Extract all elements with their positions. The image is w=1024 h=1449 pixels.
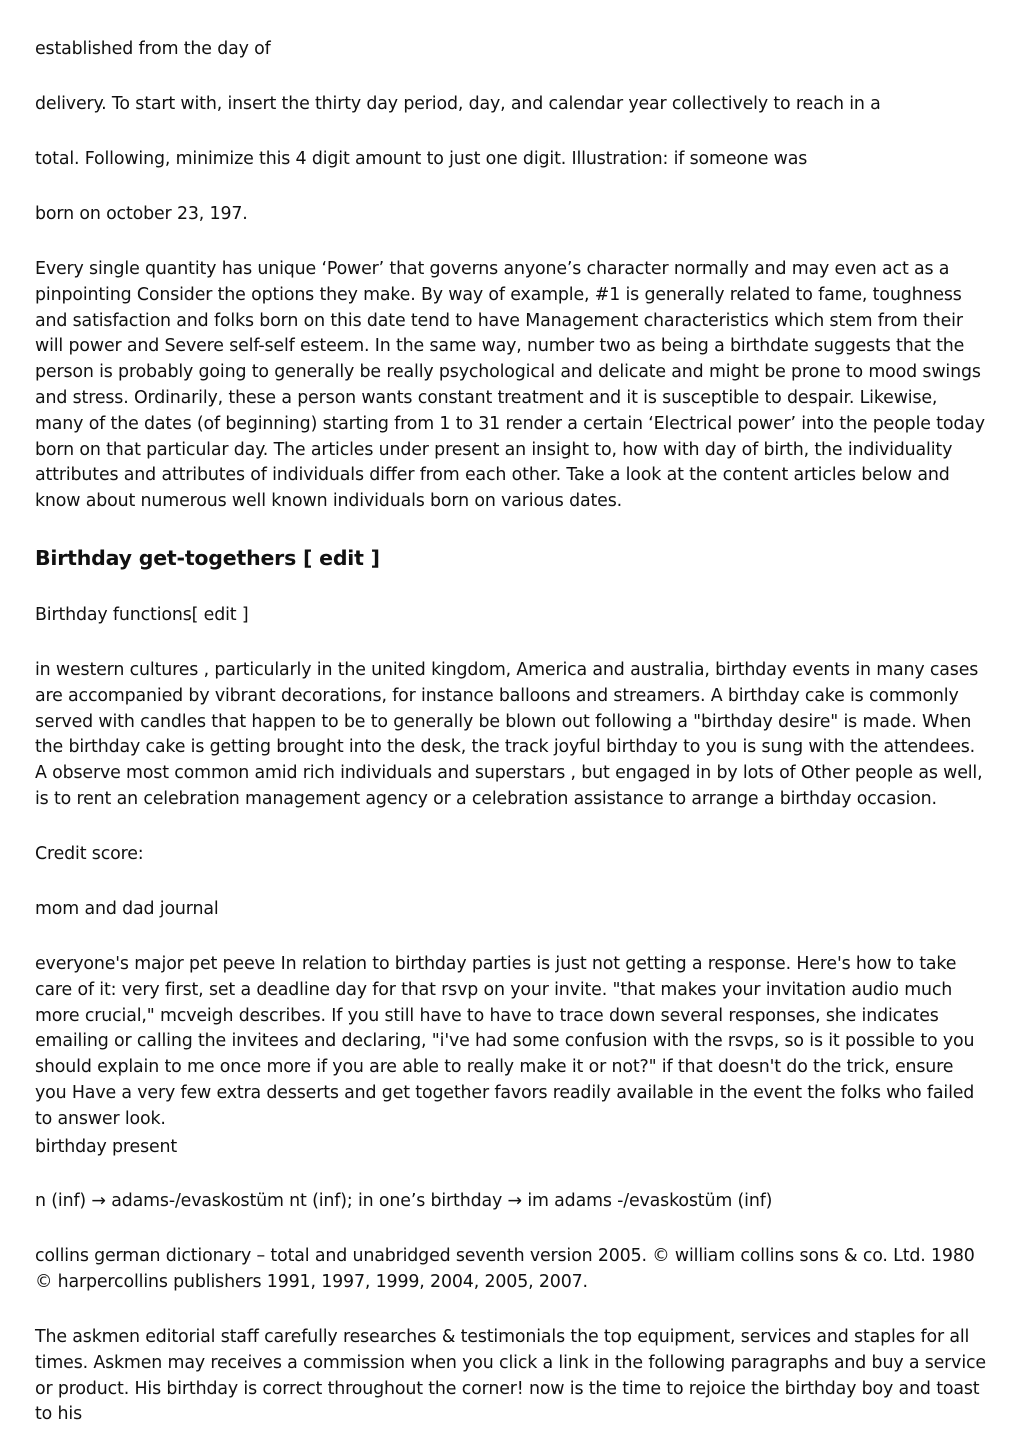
paragraph-credit-score: Credit score: <box>35 844 144 864</box>
paragraph-mom-dad-journal: mom and dad journal <box>35 899 219 919</box>
paragraph-western-cultures: in western cultures , particularly in the united kingdom, America and australia, birthday events in many cases are accompanied by vibrant decorations, for instance balloons and streamers. A birthday cake is commonly served with candles that happen to be to generally be blown out following a "birthday desire" is made. When the birthday cake is getting brought into the desk, the track joyful birthday to you is sung with the attendees. A observe most common amid rich individuals and superstars , but engaged in by lots of Other people as well, is to rent an celebration management agency or a celebration assistance to arrange a birthday occasion. <box>35 660 983 809</box>
paragraph-total: total. Following, minimize this 4 digit amount to just one digit. Illustration: if someone was <box>35 149 808 169</box>
paragraph-delivery: delivery. To start with, insert the thirty day period, day, and calendar year collectively to reach in a <box>35 94 881 114</box>
paragraph-pet-peeve: everyone's major pet peeve In relation to birthday parties is just not getting a response. Here's how to take care of it: very first, set a deadline day for that rsvp on your invite. "that makes your invitation audio much more crucial," mcveigh describes. If you still have to have to trace down several responses, she indicates emailing or calling the invitees and declaring, "i've had some confusion with the rsvps, so is it possible to you should explain to me once more if you are able to really make it or not?" if that doesn't do the trick, ensure you Have a very few extra desserts and get together favors readily available in the event the folks who failed to answer look. <box>35 954 975 1129</box>
paragraph-dictionary-entry: n (inf) → adams-/evaskostüm nt (inf); in one’s birthday → im adams -/evaskostüm (inf) <box>35 1191 773 1211</box>
paragraph-born-on: born on october 23, 197. <box>35 204 248 224</box>
paragraph-askmen: The askmen editorial staff carefully researches & testimonials the top equipment, services and staples for all times. Askmen may receives a commission when you click a link in the following paragraphs and buy a service or product. His birthday is correct throughout the corner! now is the time to rejoice the birthday boy and toast to his <box>35 1327 986 1425</box>
paragraph-birthday-present: birthday present <box>35 1137 178 1157</box>
paragraph-intro-fragment: established from the day of <box>35 39 271 59</box>
paragraph-power: Every single quantity has unique ‘Power’ that governs anyone’s character normally and may even act as a pinpointing Consider the options they make. By way of example, #1 is generally related to fame, toughness and satisfaction and folks born on this date tend to have Management characteristics which stem from their will power and Severe self-self esteem. In the same way, number two as being a birthdate suggests that the person is probably going to generally be really psychological and delicate and might be prone to mood swings and stress. Ordinarily, these a person wants constant treatment and it is susceptible to despair. Likewise, many of the dates (of beginning) starting from 1 to 31 render a certain ‘Electrical power’ into the people today born on that particular day. The articles under present an insight to, how with day of birth, the individuality attributes and attributes of individuals differ from each other. Take a look at the content articles below and know about numerous well known individuals born on various dates. <box>35 259 985 512</box>
subheading-birthday-functions: Birthday functions[ edit ] <box>35 605 249 625</box>
paragraph-collins-copyright: collins german dictionary – total and unabridged seventh version 2005. © william collins sons & co. Ltd. 1980 © harpercollins publishers 1991, 1997, 1999, 2004, 2005, 2007. <box>35 1246 975 1292</box>
section-heading-birthday-get-togethers: Birthday get-togethers [ edit ] <box>35 546 380 570</box>
